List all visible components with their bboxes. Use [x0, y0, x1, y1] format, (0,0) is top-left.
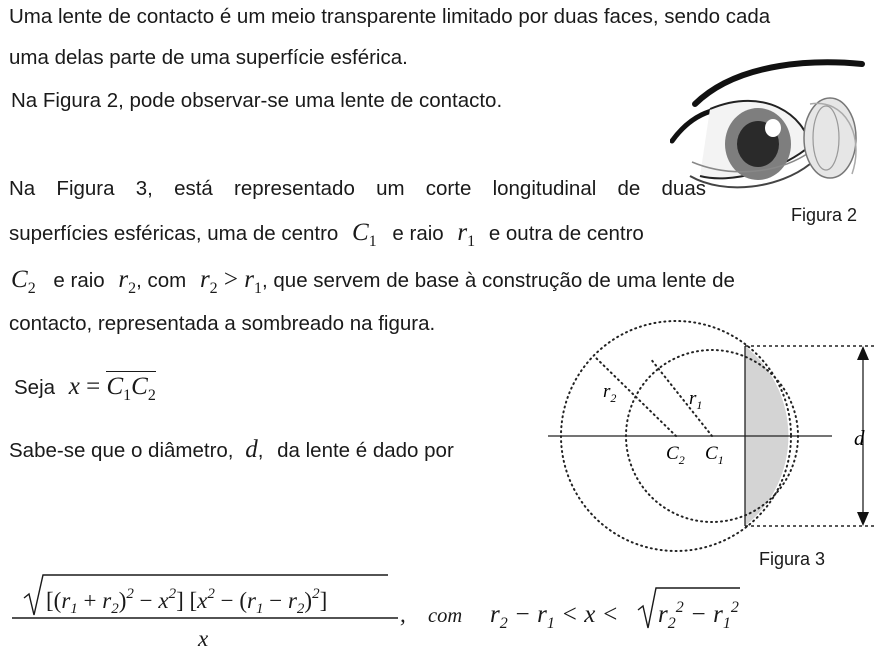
math-r2: [118, 266, 137, 297]
math-symbol: r: [199, 266, 210, 293]
math-x-definition: [68, 373, 156, 404]
intro-line-1: Uma lente de contacto é um meio transparente limitado por duas faces, sendo cada: [9, 5, 771, 28]
text-segment: Sabe-se que o diâmetro,: [9, 439, 234, 462]
diameter-formula: [0, 566, 880, 659]
math-subscript: 1: [368, 233, 377, 250]
label-symbol: C: [705, 443, 718, 464]
text-segment: , com: [136, 269, 187, 292]
seja-line: [14, 374, 156, 409]
paragraph-line-4: contacto, representada a sombreado na figura.: [9, 312, 436, 335]
radius-r1-line: [650, 358, 712, 436]
arrow-down-icon: [857, 512, 869, 526]
paragraph-line-2: [9, 220, 706, 255]
math-operator: >: [217, 266, 245, 293]
math-operator: =: [79, 373, 107, 400]
math-symbol: C: [352, 219, 369, 246]
math-c1: [352, 219, 377, 250]
label-subscript: 1: [696, 398, 703, 412]
label-r1: [689, 388, 702, 412]
segment-overline: [106, 371, 156, 404]
figure-3-caption: Figura 3: [759, 549, 826, 569]
label-subscript: 2: [610, 391, 617, 405]
math-symbol: x: [68, 373, 80, 400]
label-subscript: 1: [717, 453, 724, 467]
math-subscript: 1: [123, 387, 132, 404]
math-symbol: r: [244, 266, 255, 293]
label-d: d: [854, 426, 865, 450]
formula-numerator: $[(r_1 + r_2)^2 - x^2] [x^2 - (r_1 - r_2)^2]$: [46, 586, 328, 617]
math-symbol: C: [131, 373, 148, 400]
text-segment: e raio: [53, 269, 105, 292]
text-segment: e outra de centro: [488, 222, 644, 245]
math-subscript: 1: [254, 280, 263, 297]
eye-contact-lens-illustration: [670, 46, 870, 196]
math-subscript: 2: [209, 280, 218, 297]
math-symbol: r: [118, 266, 129, 293]
formula-comma: ,: [400, 602, 406, 627]
label-symbol: r: [689, 388, 697, 409]
label-c1: [705, 443, 724, 467]
math-subscript: 1: [467, 233, 476, 250]
paragraph-line-1: Na Figura 3, está representado um corte longitudinal de duas: [9, 177, 706, 200]
text-segment: superfícies esféricas, uma de centro: [9, 222, 339, 245]
formula-com-label: com: [428, 605, 463, 627]
math-subscript: 2: [27, 280, 36, 297]
math-c2: [11, 266, 36, 297]
math-subscript: 2: [128, 280, 137, 297]
intro-line-2: uma delas parte de uma superfície esférica.: [9, 46, 408, 69]
formula-condition: $r_2 - r_1 < x$ <: [490, 601, 619, 632]
label-symbol: r: [603, 381, 611, 402]
text-segment: , que servem de base à construção de uma lente de: [262, 269, 735, 292]
intro-line-3: Na Figura 2, pode observar-se uma lente de contacto.: [11, 89, 503, 112]
label-symbol: C: [666, 443, 679, 464]
text-segment: da lente é dado por: [277, 439, 454, 462]
math-symbol: C: [11, 266, 28, 293]
math-subscript: 2: [147, 387, 156, 404]
text-segment: ,: [257, 439, 264, 462]
label-r2: [603, 381, 616, 405]
math-r1: [457, 219, 476, 250]
diameter-sentence: [9, 437, 454, 464]
math-symbol: r: [457, 219, 468, 246]
condition-radicand: $r_2^2 - r_1^2$: [658, 599, 739, 632]
math-inequality-r2-gt-r1: [199, 266, 263, 297]
paragraph-line-3: [11, 267, 735, 302]
figure-2-caption: Figura 2: [791, 205, 858, 225]
formula-denominator: x: [198, 626, 209, 651]
lens-cross-section-diagram: [545, 318, 880, 553]
math-symbol: C: [106, 373, 124, 400]
text-segment: e raio: [392, 222, 444, 245]
text-segment: Seja: [14, 376, 56, 399]
math-d: d: [245, 436, 258, 463]
arrow-up-icon: [857, 346, 869, 360]
label-c2: [666, 443, 685, 467]
label-subscript: 2: [678, 453, 685, 467]
